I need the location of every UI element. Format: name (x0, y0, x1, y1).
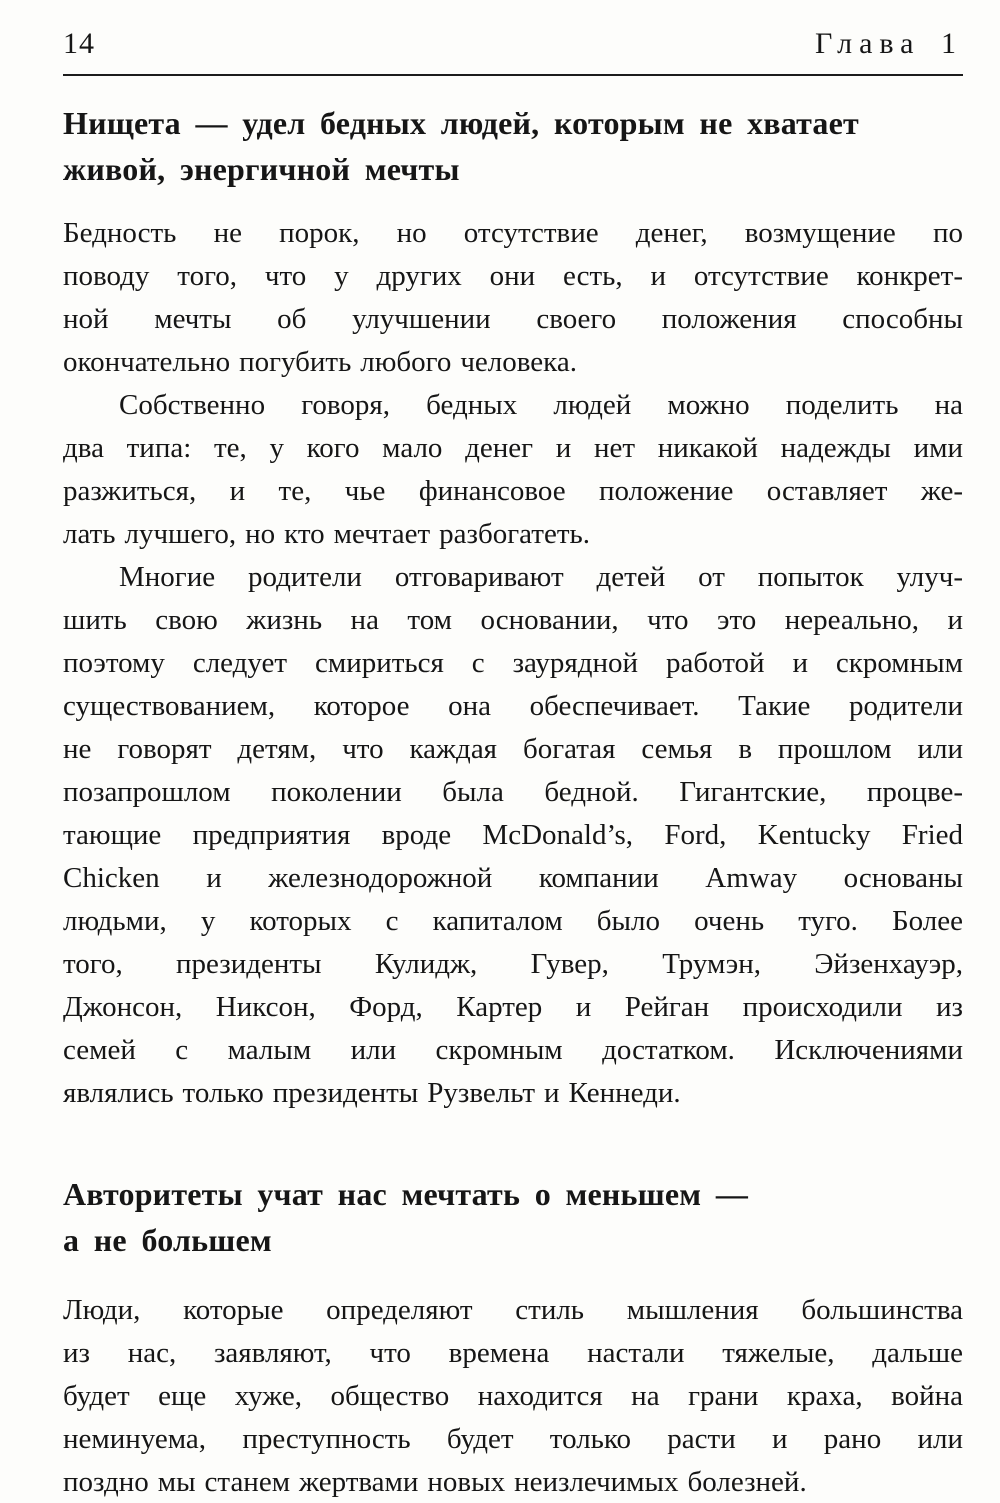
text-line: того, президенты Кулидж, Гувер, Трумэн, Эйзенхауэр, (63, 948, 963, 980)
text-line: Бедность не порок, но отсутствие денег, возмущение по (63, 217, 963, 249)
text-line: Люди, которые определяют стиль мышления большинства (63, 1294, 963, 1326)
text-line: поздно мы станем жертвами новых неизлечимых болезней. (63, 1466, 807, 1498)
section-poverty (63, 100, 963, 1115)
text-line: два типа: те, у кого мало денег и нет никакой надежды ими (63, 432, 963, 464)
text-line: разжиться, и те, чье финансовое положение оставляет же- (63, 475, 963, 507)
paragraph-authorities-1 (63, 1289, 963, 1503)
text-line: лать лучшего, но кто мечтает разбогатеть. (63, 518, 590, 550)
paragraph-poverty-1 (63, 212, 963, 384)
page-header (63, 26, 963, 62)
text-line: Многие родители отговаривают детей от попыток улуч- (119, 561, 963, 593)
section-heading-poverty (63, 100, 963, 192)
text-line: поэтому следует смириться с заурядной работой и скромным (63, 647, 963, 679)
text-line: Джонсон, Никсон, Форд, Картер и Рейган происходили из (63, 991, 963, 1023)
text-line: людьми, у которых с капиталом было очень туго. Более (63, 905, 963, 937)
text-line: окончательно погубить любого человека. (63, 346, 577, 378)
text-line: неминуема, преступность будет только расти и рано или (63, 1423, 963, 1455)
text-line: семей с малым или скромным достатком. Исключениями (63, 1034, 963, 1066)
text-line: Нищета — удел бедных людей, которым не хватает (63, 105, 859, 141)
text-line: позапрошлом поколении была бедной. Гигантские, процве- (63, 776, 963, 808)
text-line: существованием, которое она обеспечивает. Такие родители (63, 690, 963, 722)
section-authorities (63, 1171, 963, 1503)
text-line: Собственно говоря, бедных людей можно поделить на (119, 389, 963, 421)
text-line: живой, энергичной мечты (63, 151, 460, 187)
text-line: являлись только президенты Рузвельт и Кеннеди. (63, 1077, 681, 1109)
paragraph-poverty-3 (63, 556, 963, 1115)
text-line: тающие предприятия вроде McDonald’s, Ford, Kentucky Fried (63, 819, 963, 851)
text-line: не говорят детям, что каждая богатая семья в прошлом или (63, 733, 963, 765)
text-line: а не большем (63, 1222, 272, 1258)
paragraph-poverty-2 (63, 384, 963, 556)
text-line: Chicken и железнодорожной компании Amway основаны (63, 862, 963, 894)
chapter-title: Глава 1 (815, 27, 963, 60)
header-rule (63, 74, 963, 76)
section-heading-authorities (63, 1171, 963, 1263)
page-number: 14 (63, 27, 95, 60)
text-line: Авторитеты учат нас мечтать о меньшем — (63, 1176, 749, 1212)
text-line: ной мечты об улучшении своего положения способны (63, 303, 963, 335)
text-line: из нас, заявляют, что времена настали тяжелые, дальше (63, 1337, 963, 1369)
text-line: поводу того, что у других они есть, и отсутствие конкрет- (63, 260, 963, 292)
text-line: шить свою жизнь на том основании, что это нереально, и (63, 604, 963, 636)
text-line: будет еще хуже, общество находится на грани краха, война (63, 1380, 963, 1412)
